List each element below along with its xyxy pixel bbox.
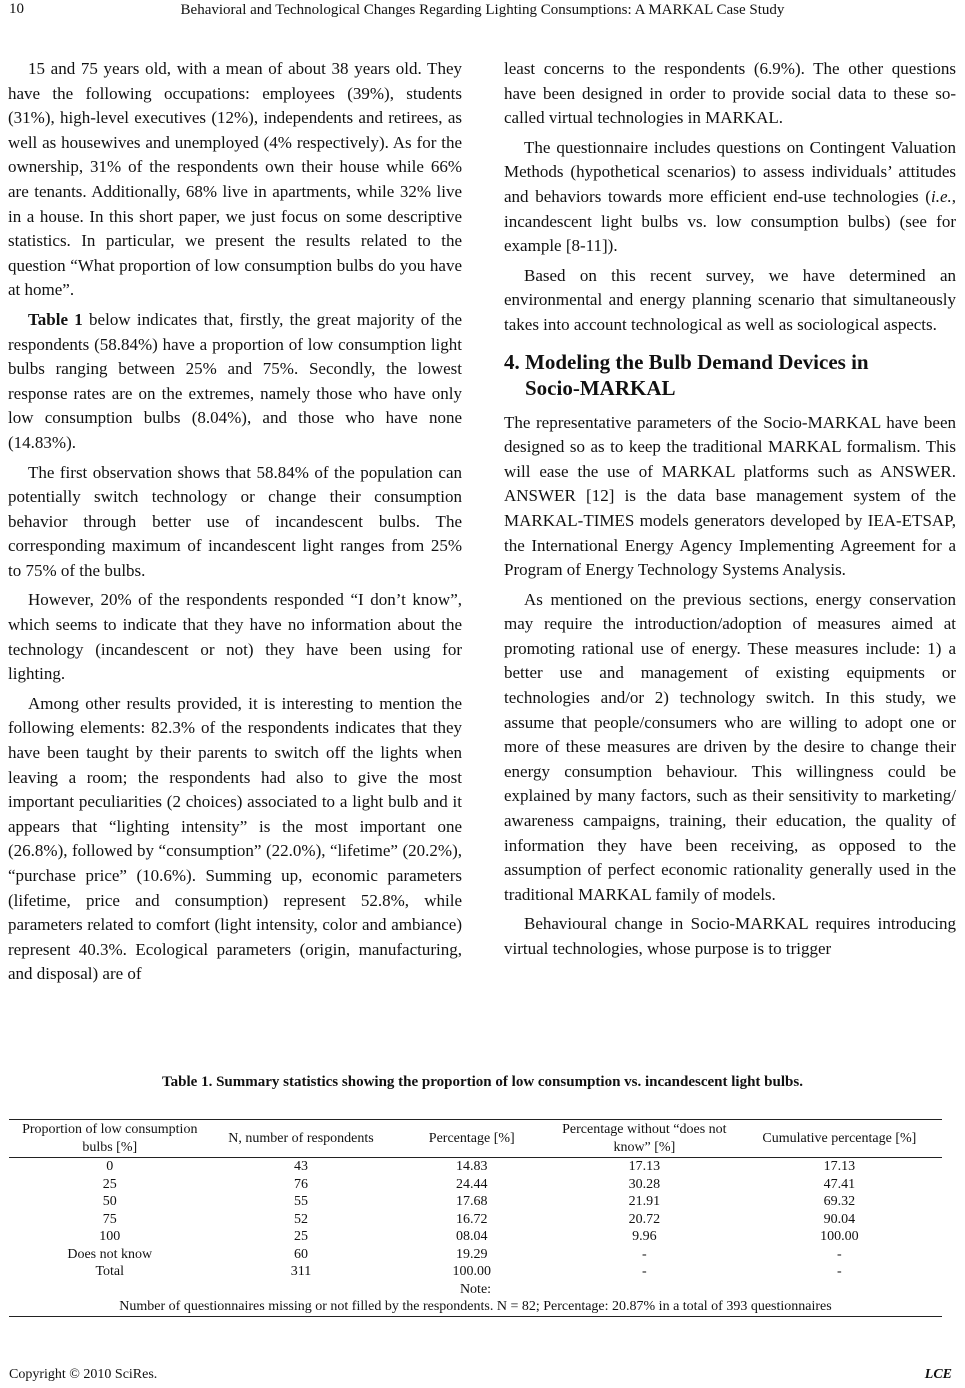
table-cell: -: [837, 1264, 842, 1279]
journal-abbrev: LCE: [924, 1367, 952, 1382]
table-cell: 19.29: [456, 1246, 488, 1262]
left-paragraph-2-text: below indicates that, firstly, the great majority of the respondents (58.84%) have a proportion of low consumption light bulbs ranging between 25% and 75%. Secondly, the lowest response rates are on the extremes, namely those who have only low consumption bulbs (8.04%), and those who have none (14.83%).: [8, 309, 462, 452]
running-title: Behavioral and Technological Changes Regarding Lighting Consumptions: A MARKAL Case Study: [180, 2, 785, 18]
table-row: [9, 1158, 942, 1176]
table-reference: Table 1: [28, 309, 83, 329]
table-note-label-row: [9, 1281, 942, 1299]
table-header-cell: N, number of respondents: [211, 1120, 392, 1158]
right-column: [504, 57, 956, 962]
table-cell: 25: [294, 1229, 309, 1244]
right-paragraph-2-b: , incandescent light bulbs vs. low consumption bulbs) (see for example [8-11]).: [504, 186, 956, 256]
table-note-row: [9, 1298, 942, 1316]
table-cell: Total: [95, 1264, 125, 1279]
table-row: [9, 1211, 942, 1229]
table-cell: -: [642, 1264, 647, 1279]
table-cell: 75: [102, 1211, 117, 1227]
right-paragraph-2: [504, 136, 956, 259]
table-cell: 17.68: [456, 1194, 488, 1209]
table-cell: 90.04: [823, 1211, 856, 1227]
table-cell: 50: [102, 1194, 117, 1209]
table-header-cell: Proportion of low consumption bulbs [%]: [9, 1120, 211, 1158]
table-cell: 100.00: [452, 1264, 491, 1279]
table-cell: 14.83: [456, 1159, 488, 1174]
page-number: 10: [9, 1, 24, 17]
left-paragraph-1: 15 and 75 years old, with a mean of about 38 years old. They have the following occupations: employees (39%), students (31%), high-level executives (12%), independents and retirees, as well as housewives and unemployed (4% respectively). As for the ownership, 31% of the respondents own their house while 66% are tenants. Additionally, 68% live in apartments, while 32% live in a house. In this short paper, we just focus on some descriptive statistics. In particular, we present the results related to the question “What proportion of low consumption bulbs do you have at home”.: [8, 59, 462, 300]
table-cell: 9.96: [632, 1229, 657, 1244]
table-row: [9, 1176, 942, 1194]
table-cell: 17.13: [823, 1159, 856, 1174]
table-cell: 21.91: [628, 1194, 661, 1209]
right-paragraph-4: The representative parameters of the Socio-MARKAL have been designed so as to keep the traditional MARKAL formalism. This will ease the use of MARKAL platforms such as ANSWER. ANSWER [12] is the data base management system of the MARKAL-TIMES models generators developed by IEA-ETSAP, the International Energy Agency Implementing Agreement for a Program of Energy Technology Systems Analysis.: [504, 412, 956, 580]
copyright-notice: Copyright © 2010 SciRes.: [9, 1367, 158, 1382]
table-cell: 16.72: [456, 1211, 488, 1227]
table-row: [9, 1193, 942, 1211]
left-paragraph-5: Among other results provided, it is interesting to mention the following elements: 82.3% of the respondents indicates that they have been taught by their parents to switch off the lights when leaving a room; the respondents had also to give the most important peculiarities (2 choices) associated to a light bulb and it appears that “lighting intensity” is the most important one (26.8%), followed by “consumption” (22.0%), “lifetime” (20.2%), “purchase price” (10.6%). Summing up, economic parameters (lifetime, price and consumption) represent 52.8%, while parameters related to comfort (light intensity, color and ambiance) represent 40.3%. Ecological parameters (origin, manufacturing, and disposal) are of: [8, 693, 462, 984]
table-cell: 76: [294, 1176, 309, 1192]
table-cell: 311: [290, 1264, 312, 1279]
table-note-text: Number of questionnaires missing or not filled by the respondents. N = 82; Percentage: 20.87% in a total of 393 questionnaires: [9, 1298, 942, 1316]
table-cell: 69.32: [823, 1194, 856, 1209]
table-cell: 47.41: [823, 1176, 856, 1192]
table-note-label: Note:: [459, 1281, 492, 1297]
table-caption: Table 1. Summary statistics showing the proportion of low consumption vs. incandescent light bulbs.: [162, 1074, 803, 1090]
table-cell: 100.00: [820, 1229, 859, 1244]
right-paragraph-1: least concerns to the respondents (6.9%). The other questions have been designed in order to provide social data to these so-called virtual technologies in MARKAL.: [504, 59, 956, 128]
table-cell: 0: [106, 1159, 114, 1174]
left-paragraph-4: However, 20% of the respondents responded “I don’t know”, which seems to indicate that they have no information about the technology (incandescent or not) they have been using for lighting.: [8, 590, 462, 684]
right-paragraph-5: As mentioned on the previous sections, energy conservation may require the introduction/adoption of measures aimed at promoting rational use of energy. These measures include: 1) a better use and management of existing equipments or technologies and/or 2) technology switch. In this study, we assume that people/consumers who are willing to adopt one or more of these measures are driven by the desire to change their energy consumption behaviour. This willingness could be explained by many factors, such as their sensitivity to marketing/ awareness campaigns, training, their education, the quality of information they have been receiving, as opposed to the assumption of perfect economic rationality generally used in the traditional MARKAL family of models.: [504, 589, 956, 904]
table-cell: 30.28: [628, 1176, 661, 1192]
table-header-row: [9, 1120, 942, 1158]
table-cell: 43: [294, 1159, 309, 1174]
table-cell: 24.44: [456, 1176, 488, 1192]
right-paragraph-6: Behavioural change in Socio-MARKAL requires introducing virtual technologies, whose purpose is to trigger: [504, 914, 956, 958]
table-cell: 100: [99, 1229, 121, 1244]
table-row: [9, 1263, 942, 1281]
table-header-cell: Percentage [%]: [392, 1120, 552, 1158]
table-cell: 60: [294, 1246, 309, 1262]
table-cell: 17.13: [628, 1159, 661, 1174]
table-cell: -: [837, 1246, 842, 1262]
table-cell: 25: [102, 1176, 117, 1192]
table-cell: 52: [294, 1211, 309, 1227]
right-paragraph-3: Based on this recent survey, we have determined an environmental and energy planning scenario that simultaneously takes into account technological as well as sociological aspects.: [504, 265, 956, 334]
table-header-cell: Cumulative percentage [%]: [737, 1120, 942, 1158]
table-cell: -: [642, 1246, 647, 1262]
ie-abbrev: i.e.: [930, 186, 952, 206]
section-heading-line-2: Socio-MARKAL: [525, 375, 676, 400]
table-cell: 08.04: [456, 1229, 488, 1244]
right-paragraph-2-a: The questionnaire includes questions on Contingent Valuation Methods (hypothetical scenarios) to assess individuals’ attitudes and behaviors towards more efficient end-use technologies (: [504, 137, 956, 206]
table-row: [9, 1246, 942, 1264]
table-cell: Does not know: [67, 1246, 153, 1262]
table-cell: 55: [294, 1194, 309, 1209]
left-paragraph-3: The first observation shows that 58.84% of the population can potentially switch technology or change their consumption behavior through better use of incandescent bulbs. The corresponding maximum of incandescent light ranges from 25% to 75% of the bulbs.: [8, 462, 462, 580]
table-cell: 20.72: [628, 1211, 661, 1227]
table-row: [9, 1228, 942, 1246]
summary-table: [9, 1119, 942, 1317]
section-heading-line-1: 4. Modeling the Bulb Demand Devices in: [504, 349, 869, 374]
left-paragraph-2: [8, 308, 462, 456]
left-column: [8, 57, 462, 987]
table-header-cell: Percentage without “does not know” [%]: [552, 1120, 737, 1158]
section-heading: [504, 349, 956, 401]
